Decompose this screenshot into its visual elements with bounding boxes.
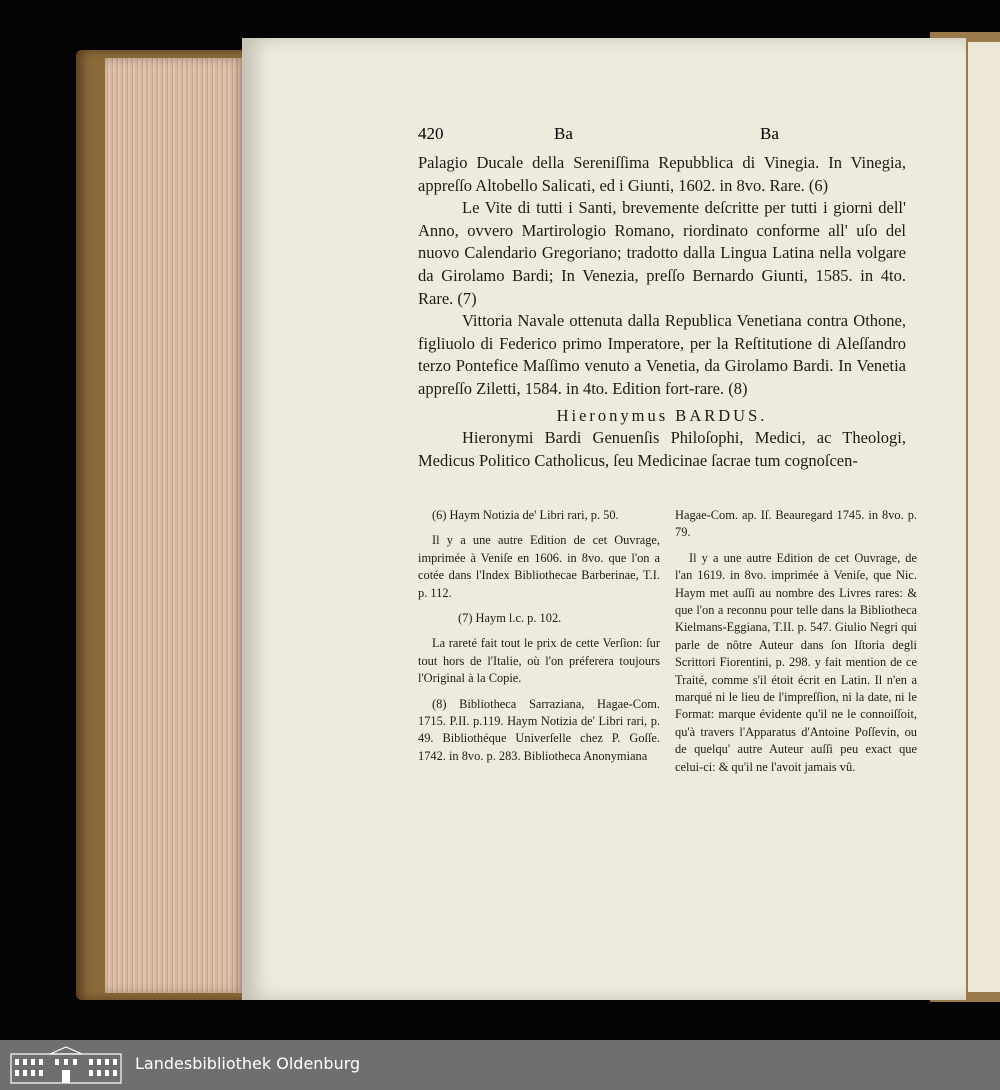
page-edges [105, 58, 245, 993]
footnotes-left [418, 507, 660, 773]
note-8-text: Il y a une autre Edition de cet Ouvrage, de l'an 1619. in 8vo. imprimée à Veniſe, que Nic. Haym met auſſi au nombre des Livres rares: & que l'on a reconnu pour telle dans la Bibliotheca Kielmans-Eggiana, T.II. p. 547. Giulio Negri qui parle de nôtre Auteur dans ſon Iſtoria degli Scrittori Fiorentini, p. 298. y fait mention de ce Traité, comme s'il étoit écrit en Latin. Il n'en a marqué ni le lieu de l'impreſſion, ni la date, ni le Format: marque évidente qu'il ne le connoiſſoit, qu'à travers l'Apparatus d'Antoine Poſſevin, ou de quelqu' autre Auteur auſſi peu exact que celui-ci: & qu'il ne l'avoit jamais vû. [675, 550, 917, 774]
note-8-continued: Hagae-Com. ap. Iſ. Beauregard 1745. in 8vo. p. 79. [675, 508, 917, 540]
note-6-text: Il y a une autre Edition de cet Ouvrage, imprimée à Veniſe en 1606. in 8vo. que l'on a cotée dans l'Index Bibliothecae Barberinae, T.I. p. 112. [418, 533, 660, 600]
library-name: Landesbibliothek Oldenburg [135, 1054, 361, 1073]
facing-page-edge [968, 42, 1000, 992]
running-head-right: Ba [760, 124, 779, 143]
paragraph-2: Le Vite di tutti i Santi, brevemente deſcritte per tutti i giorni dell' Anno, ovvero Martirologio Romano, riordinato conforme all' uſo del nuovo Calendario Gregoriano; tradotto dalla Lingua Latina nella volgare da Girolamo Bardi; In Venezia, preſſo Bernardo Giunti, 1585. in 4to. Rare. (7) [418, 198, 906, 308]
section-heading: Hieronymus BARDUS. [556, 405, 768, 425]
paragraph-1: Palagio Ducale della Sereniſſima Repubblica di Vinegia. In Vinegia, appreſſo Altobello Salicati, ed i Giunti, 1602. in 8vo. Rare. (6) [418, 153, 906, 195]
main-text [418, 152, 906, 472]
paragraph-4: Hieronymi Bardi Genuenſis Philoſophi, Medici, ac Theologi, Medicus Politico Catholicus, ſeu Medicinae ſacrae tum cognoſcen- [418, 428, 906, 470]
page-number: 420 [418, 124, 444, 143]
note-8: (8) Bibliotheca Sarraziana, Hagae-Com. 1715. P.II. p.119. Haym Notizia de' Libri rari, p. 49. Bibliothéque Univerſelle chez P. Goſſe. 1742. in 8vo. p. 283. Bibliotheca Anonymiana [418, 696, 660, 763]
note-6: (6) Haym Notizia de' Libri rari, p. 50. [432, 508, 619, 522]
library-building-icon [10, 1046, 122, 1084]
paragraph-3: Vittoria Navale ottenuta dalla Republica Venetiana contra Othone, figliuolo di Federico primo Imperatore, per la Reſtitutione di Aleſſandro terzo Pontefice Maſſimo venuto a Venetia, da Girolamo Bardi. In Venetia appreſſo Ziletti, 1584. in 4to. Edition fort-rare. (8) [418, 311, 906, 398]
footer-bar [0, 1040, 1000, 1090]
note-7-text: La rareté fait tout le prix de cette Verſion: ſur tout hors de l'Italie, où l'on préferera toujours l'Original à la Copie. [418, 636, 660, 686]
footnotes-right [675, 507, 917, 784]
book-page [242, 38, 966, 1000]
note-7: (7) Haym l.c. p. 102. [458, 611, 562, 626]
running-head-left: Ba [554, 124, 573, 143]
